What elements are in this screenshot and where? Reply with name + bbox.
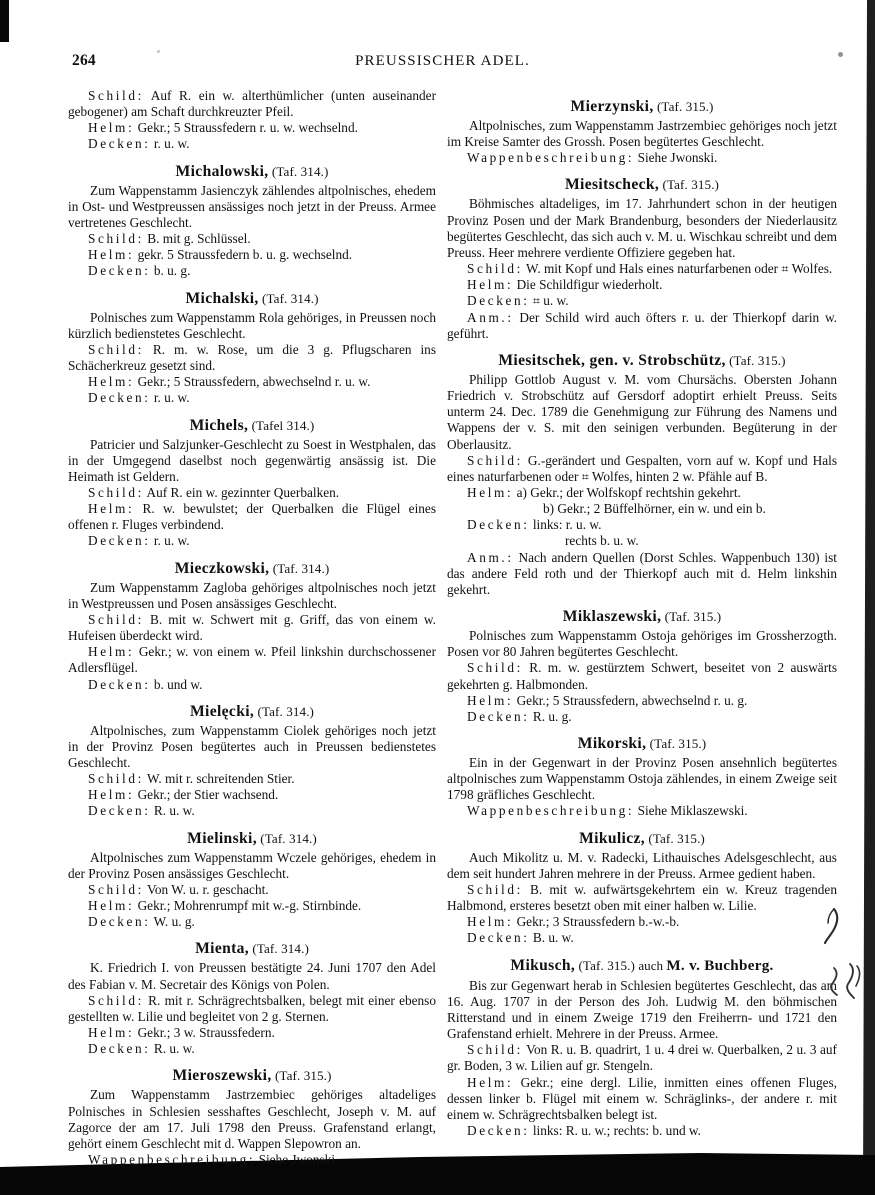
entry-description: Zum Wappenstamm Jasienczyk zählendes altpolnisches, ehedem in Ost- und Westpreussen ansässiges noch jetzt in der Preuss. Armee vertretenes Geschlecht. (68, 182, 436, 230)
plate-reference: (Taf. 315.) (274, 1068, 332, 1084)
blazon-field (68, 390, 436, 406)
plate-reference: (Taf. 314.) (260, 830, 317, 846)
blazon-field-text: Gekr.; w. von einem w. Pfeil linkshin durchschossener Adlersflügel. (68, 644, 436, 676)
family-name: Miesitscheck, (564, 176, 660, 194)
blazon-field-label: Helm: (88, 898, 135, 914)
blazon-field (447, 660, 837, 692)
scan-gutter-shadow (0, 0, 9, 42)
blazon-field-label: Schild: (467, 881, 523, 897)
blazon-field-text: b. und w. (153, 676, 203, 692)
blazon-field-text: B. mit w. aufwärtsgekehrtem ein w. Kreuz tragenden Halbmond, ersteres besetzt oben mit einer halben w. Lilie. (447, 881, 837, 914)
family-name-heading (68, 289, 436, 308)
blazon-field (68, 612, 436, 644)
blazon-field-label: Schild: (88, 881, 144, 897)
family-name-heading (447, 97, 837, 116)
family-name: Mikusch, (510, 956, 576, 974)
blazon-field (447, 501, 837, 517)
blazon-field-text: B. mit g. Schlüssel. (147, 231, 251, 247)
blazon-field (447, 453, 837, 485)
entry-description: Polnisches zum Wappenstamm Rola gehöriges, in Preussen noch kürzlich bedienstetes Geschlecht. (68, 309, 436, 341)
entry-description: Altpolnisches, zum Wappenstamm Ciolek gehöriges noch jetzt in der Provinz Posen begütertes auch in Preussen bedienstetes Geschlecht. (68, 722, 436, 770)
plate-reference: (Taf. 315.) (662, 177, 720, 193)
family-name-heading (68, 702, 436, 721)
family-name: Mieroszewski, (172, 1067, 272, 1085)
family-name-heading (68, 416, 436, 435)
family-name-heading (447, 956, 837, 976)
blazon-field-text: Gekr.; der Stier wachsend. (137, 787, 279, 803)
blazon-field (68, 231, 436, 247)
blazon-field (68, 88, 436, 120)
blazon-field (447, 533, 837, 549)
blazon-field-text: W. u. g. (153, 914, 195, 930)
blazon-field (447, 517, 837, 533)
blazon-field-text: r. u. w. (153, 136, 190, 152)
blazon-field (447, 310, 837, 342)
page-header (0, 52, 875, 74)
entry-description: Zum Wappenstamm Jastrzembiec gehöriges altadeliges Polnisches in Schlesien sesshaftes Geschlecht, Joseph v. M. auf Zagorce der am 17. Juli 1798 den Preuss. Grafenstand erlangt, gehört einem Geschlecht mit d. Wappen Slepowron an. (68, 1087, 436, 1151)
plate-reference: (Taf. 314.) (272, 560, 330, 576)
blazon-field-text: Auf R. ein w. gezinnter Querbalken. (146, 484, 340, 500)
left-column (68, 88, 436, 1168)
blazon-field-text: links: r. u. w. (532, 517, 602, 533)
blazon-field-text: Auf R. ein w. alterthümlicher (unten auseinander gebogener) am Schaft durchkreuzter Pfeil. (68, 88, 436, 120)
family-name: Michalski, (185, 289, 259, 307)
blazon-field-label: Anm.: (467, 309, 514, 325)
blazon-field (68, 136, 436, 152)
blazon-field (447, 1123, 837, 1139)
blazon-field-text: gekr. 5 Straussfedern b. u. g. wechselnd. (137, 247, 353, 263)
blazon-field (68, 677, 436, 693)
blazon-field-label: Helm: (88, 501, 135, 517)
blazon-field (447, 293, 837, 309)
blazon-field (68, 485, 436, 501)
family-name: Mielinski, (187, 829, 257, 847)
entry-description: Altpolnisches zum Wappenstamm Wczele gehöriges, ehedem in der Provinz Posen ansässiges Geschlecht. (68, 849, 436, 881)
blazon-field-label: Helm: (467, 1074, 514, 1090)
family-name-heading (68, 559, 436, 578)
blazon-field-label: Schild: (88, 611, 144, 627)
family-name: Miesitschek, gen. v. Strobschütz, (498, 351, 726, 369)
blazon-field (68, 914, 436, 930)
blazon-field (68, 501, 436, 533)
blazon-field-label: Helm: (467, 484, 514, 500)
blazon-field-text: Gekr.; 5 Straussfedern r. u. w. wechselnd. (137, 120, 358, 136)
blazon-field-text: Der Schild wird auch öfters r. u. der Thierkopf darin w. geführt. (447, 309, 838, 341)
family-name-heading (447, 734, 837, 753)
blazon-field (68, 247, 436, 263)
family-name-heading (447, 175, 837, 194)
blazon-field-label: Helm: (88, 787, 135, 803)
plate-reference: (Taf. 314.) (271, 163, 329, 179)
blazon-field-text: R. mit r. Schrägrechtsbalken, belegt mit einer ebenso gestellten w. Lilie und begleitet von 2 g. Sternen. (68, 992, 436, 1024)
family-name: Mierzynski, (570, 98, 654, 115)
blazon-field-text: R. m. w. Rose, um die 3 g. Pflugscharen ins Schächerkreuz gesetzt sind. (68, 341, 436, 374)
blazon-field-text: G.-gerändert und Gespalten, vorn auf w. Kopf und Hals eines naturfarbenen oder ⌗ Wolfes, hinten 2 w. Pfähle auf B. (447, 452, 837, 484)
blazon-field-text: R. w. bewulstet; der Querbalken die Flügel eines offenen r. Fluges verbindend. (68, 501, 437, 533)
blazon-field-text: W. mit Kopf und Hals eines naturfarbenen oder ⌗ Wolfes. (525, 261, 833, 277)
plate-reference: (Taf. 315.) (656, 99, 714, 114)
blazon-field-text: Siehe Jwonski. (258, 1151, 339, 1167)
blazon-field-text: Gekr.; 5 Straussfedern, abwechselnd r. u. w. (137, 374, 371, 390)
blazon-field-text: r. u. w. (153, 390, 190, 406)
blazon-field (68, 644, 436, 676)
blazon-field-text: R. m. w. gestürztem Schwert, beseitet von 2 auswärts gekehrten g. Halbmonden. (447, 660, 837, 692)
plate-reference: (Tafel 314.) (251, 417, 315, 433)
blazon-field-text: b) Gekr.; 2 Büffelhörner, ein w. und ein b. (543, 501, 766, 517)
blazon-field-text: Siehe Jwonski. (637, 150, 718, 166)
blazon-field-label: Decken: (88, 914, 151, 930)
family-name: Michels, (189, 416, 249, 434)
blazon-field (447, 1042, 837, 1074)
family-name: Mikulicz, (579, 829, 646, 847)
blazon-field-label: Helm: (88, 120, 135, 136)
blazon-field-text: ⌗ u. w. (532, 293, 569, 309)
blazon-field-text: a) Gekr.; der Wolfskopf rechtshin gekehrt. (516, 484, 741, 500)
right-column (447, 88, 837, 1139)
blazon-field (447, 693, 837, 709)
blazon-field-label: Schild: (467, 452, 523, 468)
blazon-field-text: Siehe Miklaszewski. (637, 803, 748, 819)
family-name-heading (68, 939, 436, 958)
blazon-field-label: Decken: (467, 517, 530, 533)
blazon-field-label: Decken: (88, 390, 151, 406)
blazon-field-label: Helm: (467, 914, 514, 930)
entry-description: Patricier und Salzjunker-Geschlecht zu Soest in Westphalen, das in der Umgegend daselbst noch gegenwärtig ansässig ist. Die Heimath ist Geldern. (68, 436, 436, 484)
plate-reference: (Taf. 314.) (257, 703, 315, 719)
blazon-field-label: Decken: (88, 136, 151, 152)
blazon-field (447, 914, 837, 930)
blazon-field (68, 342, 436, 374)
blazon-field-text: R. u. w. (153, 1041, 195, 1057)
blazon-field (447, 261, 837, 277)
blazon-field-label: Decken: (88, 1041, 151, 1057)
blazon-field-text: R. u. g. (532, 708, 572, 724)
blazon-field-label: Anm.: (467, 549, 514, 565)
blazon-field-text: b. u. g. (153, 263, 191, 279)
blazon-field (68, 1041, 436, 1057)
blazon-field (68, 533, 436, 549)
blazon-field (68, 898, 436, 914)
blazon-field (68, 803, 436, 819)
blazon-field-text: Von W. u. r. geschacht. (146, 881, 269, 897)
blazon-field (68, 263, 436, 279)
blazon-field (68, 1025, 436, 1041)
blazon-field-label: Wappenbeschreibung: (467, 803, 635, 819)
blazon-field-label: Decken: (467, 930, 530, 946)
blazon-field (447, 485, 837, 501)
blazon-field-label: Decken: (467, 708, 530, 724)
entry-description: Auch Mikolitz u. M. v. Radecki, Lithauisches Adelsgeschlecht, aus dem seit hundert Jahren mehrere in der Preuss. Armee gedient haben. (447, 849, 837, 881)
blazon-field-text: R. u. w. (153, 803, 195, 819)
entry-description: Böhmisches altadeliges, im 17. Jahrhundert schon in der heutigen Provinz Posen und der Mark Brandenburg, besonders der Niederlausitz begütertes Geschlecht, das sich auch v. M. u. Wischkau schreibt und dem Preuss. Heer mehrere verdiente Offiziere gegeben hat. (447, 196, 837, 260)
family-name-heading (68, 162, 436, 181)
plate-reference: (Taf. 315.) (648, 830, 705, 846)
plate-reference: (Taf. 315.) (578, 957, 636, 973)
plate-reference: (Taf. 315.) (664, 609, 722, 625)
blazon-field-label: Schild: (88, 88, 144, 103)
blazon-field (447, 709, 837, 725)
family-name: Mikorski, (577, 735, 647, 752)
plate-reference: (Taf. 315.) (649, 736, 707, 751)
blazon-field-label: Schild: (88, 341, 144, 357)
blazon-field-label: Decken: (88, 803, 151, 819)
entry-description: Ein in der Gegenwart in der Provinz Posen ansehnlich begütertes altpolnisches zum Wappenstamm Ostoja zählendes, in einem Zweige seit 1798 gräfliches Geschlecht. (447, 755, 837, 803)
plate-reference: (Taf. 315.) (729, 352, 786, 368)
entry-description: Polnisches zum Wappenstamm Ostoja gehöriges im Grossherzogth. Posen vor 80 Jahren begütertes Geschlecht. (447, 628, 837, 660)
plate-reference: (Taf. 314.) (252, 941, 309, 957)
family-name: Michalowski, (175, 162, 269, 180)
blazon-field (68, 771, 436, 787)
entry-description: K. Friedrich I. von Preussen bestätigte 24. Juni 1707 den Adel des Fabian v. M. Secretair des Königs von Polen. (68, 960, 436, 992)
blazon-field-label: Helm: (88, 644, 135, 660)
entry-description: Zum Wappenstamm Zagloba gehöriges altpolnisches noch jetzt in Westpreussen und Posen ansässiges Geschlecht. (68, 579, 436, 611)
blazon-field-label: Schild: (88, 484, 144, 500)
blazon-field-label: Schild: (467, 261, 523, 277)
blazon-field-text: W. mit r. schreitenden Stier. (146, 771, 295, 787)
family-name-heading (447, 607, 837, 626)
folio-number: 264 (72, 52, 96, 69)
scan-right-edge (861, 0, 875, 1195)
blazon-field-text: r. u. w. (153, 533, 190, 549)
blazon-field-label: Decken: (88, 263, 151, 279)
blazon-field (68, 120, 436, 136)
family-name: Mieczkowski, (174, 559, 270, 577)
blazon-field-label: Decken: (88, 676, 151, 692)
family-name-heading (68, 1066, 436, 1085)
alias-family-name: M. v. Buchberg. (666, 957, 774, 974)
blazon-field-label: Helm: (467, 277, 514, 293)
blazon-field-text: B. u. w. (532, 930, 574, 946)
family-name-heading (68, 829, 436, 848)
blazon-field (447, 1075, 837, 1123)
blazon-field (68, 993, 436, 1025)
blazon-field-text: Gekr.; 5 Straussfedern, abwechselnd r. u. g. (516, 692, 748, 708)
blazon-field-text: Nach andern Quellen (Dorst Schles. Wappenbuch 130) ist das andere Feld roth und der Thierkopf auch mit d. Helm linkshin gekehrt. (447, 549, 837, 597)
blazon-field-label: Helm: (88, 374, 135, 390)
hatching-sable-icon: ⌗ (532, 293, 540, 309)
blazon-field-text: Gekr.; Mohrenrumpf mit w.-g. Stirnbinde. (137, 898, 362, 914)
blazon-field-label: Schild: (88, 771, 144, 787)
blazon-field-text: Gekr.; 3 w. Straussfedern. (137, 1025, 275, 1041)
entry-description: Altpolnisches, zum Wappenstamm Jastrzembiec gehöriges noch jetzt im Kreise Samter des Grossh. Posen begütertes Geschlecht. (447, 118, 837, 150)
alias-connector: auch (638, 957, 664, 973)
blazon-field-label: Decken: (88, 533, 151, 549)
entry-description: Bis zur Gegenwart herab in Schlesien begütertes Geschlecht, das am 16. Aug. 1707 in der Person des Joh. Ludwig M. den böhmischen Ritterstand und in einem Zweige 1719 den Freiherrn- und 1721 den Grafenstand erhielt. Mehrere in der Preuss. Armee. (447, 977, 837, 1042)
blazon-field-label: Wappenbeschreibung: (88, 1151, 256, 1167)
blazon-field (447, 930, 837, 946)
hatching-sable-icon: ⌗ (781, 261, 789, 277)
family-name-heading (447, 351, 837, 370)
blazon-field-label: Wappenbeschreibung: (467, 150, 635, 166)
blazon-field (447, 550, 837, 598)
blazon-field-label: Helm: (88, 1025, 135, 1041)
entry-description: Philipp Gottlob August v. M. vom Chursächs. Obersten Johann Friedrich v. Strobschütz auf Gersdorf adoptirt erhielt Preuss. Seits unterm 24. Dec. 1789 die Genehmigung zur Führung des Namens und Wappens der v. S. mit den seinigen verbunden. Begüterung in der Oberlausitz. (447, 371, 837, 452)
blazon-field (447, 803, 837, 819)
blazon-field-text: Von R. u. B. quadrirt, 1 u. 4 drei w. Querbalken, 2 u. 3 auf gr. Boden, 3 w. Lilien auf gr. Stengeln. (447, 1042, 837, 1074)
blazon-field (68, 882, 436, 898)
blazon-field-label: Schild: (467, 660, 523, 676)
blazon-field (447, 882, 837, 914)
blazon-field-label: Helm: (467, 692, 514, 708)
blazon-field-label: Decken: (467, 1122, 530, 1138)
blazon-field-label: Helm: (88, 247, 135, 263)
blazon-field (68, 787, 436, 803)
blazon-field-text: Die Schildfigur wiederholt. (516, 277, 663, 293)
blazon-field-text: links: R. u. w.; rechts: b. und w. (532, 1122, 701, 1138)
hatching-sable-icon: ⌗ (581, 468, 589, 484)
blazon-field (447, 277, 837, 293)
blazon-field-label: Schild: (467, 1042, 523, 1058)
blazon-field (68, 374, 436, 390)
blazon-field-text: B. mit w. Schwert mit g. Griff, das von einem w. Hufeisen überdeckt wird. (68, 611, 436, 644)
blazon-field-label: Schild: (88, 992, 144, 1008)
family-name-heading (447, 829, 837, 848)
family-name: Mielęcki, (189, 702, 255, 720)
blazon-field-text: Gekr.; eine dergl. Lilie, inmitten eines offenen Fluges, dessen linker b. Flügel mit einem w. Schräglinks-, der andere r. mit einem w. Schrägrechtsbalken belegt ist. (447, 1074, 837, 1122)
plate-reference: (Taf. 314.) (262, 290, 319, 306)
blazon-field-label: Schild: (88, 231, 144, 247)
blazon-field-text: rechts b. u. w. (565, 533, 639, 549)
family-name: Miklaszewski, (562, 608, 662, 626)
blazon-field (447, 150, 837, 166)
blazon-field-label: Decken: (467, 293, 530, 309)
running-head: PREUSSISCHER ADEL. (355, 53, 530, 69)
family-name: Mienta, (195, 940, 250, 958)
blazon-field (68, 1152, 436, 1168)
blazon-field-text: Gekr.; 3 Straussfedern b.-w.-b. (516, 914, 680, 930)
